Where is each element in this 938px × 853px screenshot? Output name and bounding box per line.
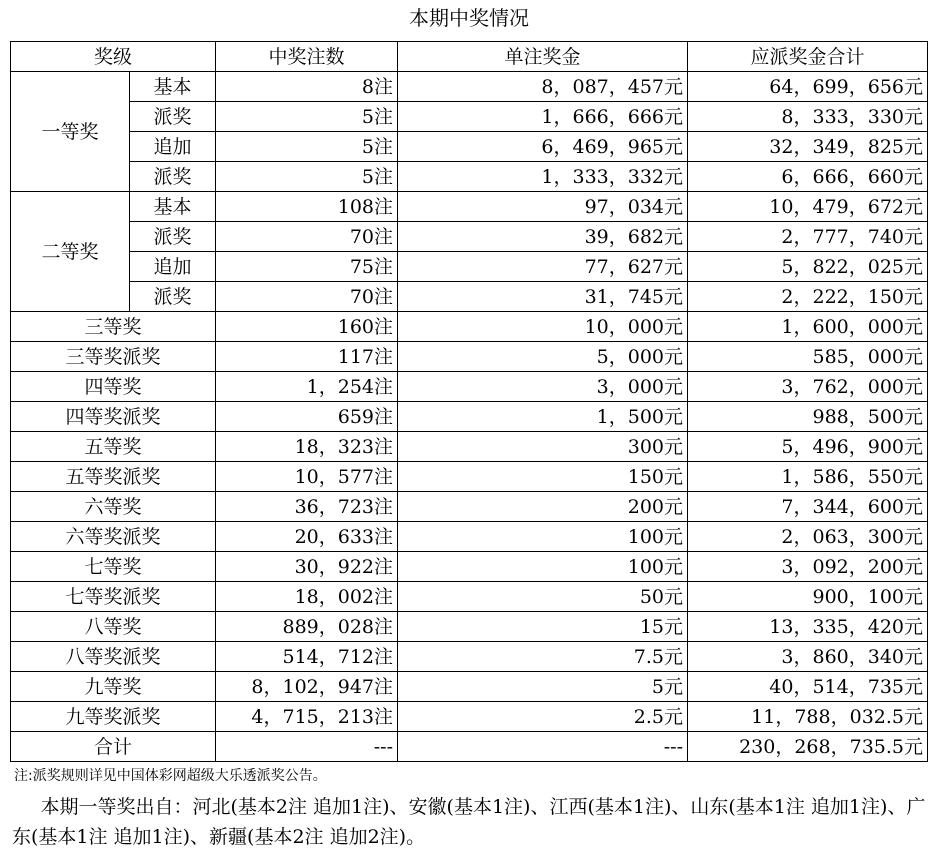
unit-prize: 200元 bbox=[398, 492, 688, 522]
page-title: 本期中奖情况 bbox=[409, 6, 529, 30]
unit-prize: 39，682元 bbox=[398, 222, 688, 252]
prize-level: 七等奖派奖 bbox=[11, 582, 216, 612]
table-header-row bbox=[11, 42, 928, 72]
win-count: 8注 bbox=[216, 72, 398, 102]
prize-level: 六等奖派奖 bbox=[11, 522, 216, 552]
win-count: 70注 bbox=[216, 222, 398, 252]
total-prize: 8，333，330元 bbox=[688, 102, 928, 132]
total-prize: 5，496，900元 bbox=[688, 432, 928, 462]
win-count: 30，922注 bbox=[216, 552, 398, 582]
total-prize: 7，344，600元 bbox=[688, 492, 928, 522]
first-prize-origin: 本期一等奖出自：河北(基本2注 追加1注)、安徽(基本1注)、江西(基本1注)、山东(基本1注 追加1注)、广东(基本1注 追加1注)、新疆(基本2注 追加2注)。 bbox=[12, 796, 926, 848]
table-row bbox=[11, 282, 928, 312]
win-count: 5注 bbox=[216, 162, 398, 192]
table-row bbox=[11, 192, 928, 222]
prize-level: 八等奖 bbox=[11, 612, 216, 642]
table-row bbox=[11, 552, 928, 582]
total-prize: 3，860，340元 bbox=[688, 642, 928, 672]
unit-prize: 2.5元 bbox=[398, 702, 688, 732]
win-count: 514，712注 bbox=[216, 642, 398, 672]
win-count: 4，715，213注 bbox=[216, 702, 398, 732]
unit-prize: 1，333，332元 bbox=[398, 162, 688, 192]
prize-level: 六等奖 bbox=[11, 492, 216, 522]
table-row bbox=[11, 252, 928, 282]
win-count: 1，254注 bbox=[216, 372, 398, 402]
group-label: 一等奖 bbox=[11, 72, 130, 192]
total-prize: 585，000元 bbox=[688, 342, 928, 372]
table-row bbox=[11, 372, 928, 402]
table-row bbox=[11, 162, 928, 192]
header-count: 中奖注数 bbox=[216, 42, 398, 72]
total-prize: 3，092，200元 bbox=[688, 552, 928, 582]
win-count: 889，028注 bbox=[216, 612, 398, 642]
total-label: 合计 bbox=[11, 732, 216, 762]
unit-prize: 150元 bbox=[398, 462, 688, 492]
total-prize: 40，514，735元 bbox=[688, 672, 928, 702]
win-count: 70注 bbox=[216, 282, 398, 312]
unit-prize: 7.5元 bbox=[398, 642, 688, 672]
win-count: 10，577注 bbox=[216, 462, 398, 492]
unit-prize: 97，034元 bbox=[398, 192, 688, 222]
unit-prize: 50元 bbox=[398, 582, 688, 612]
header-unit-prize: 单注奖金 bbox=[398, 42, 688, 72]
sub-level: 基本 bbox=[130, 192, 216, 222]
prize-level: 五等奖 bbox=[11, 432, 216, 462]
table-row bbox=[11, 402, 928, 432]
prize-level: 九等奖 bbox=[11, 672, 216, 702]
unit-prize: 10，000元 bbox=[398, 312, 688, 342]
footnote: 注:派奖规则详见中国体彩网超级大乐透派奖公告。 bbox=[14, 768, 327, 784]
win-count: 20，633注 bbox=[216, 522, 398, 552]
table-row bbox=[11, 492, 928, 522]
prize-level: 九等奖派奖 bbox=[11, 702, 216, 732]
prize-level: 三等奖 bbox=[11, 312, 216, 342]
unit-prize: 3，000元 bbox=[398, 372, 688, 402]
table-row bbox=[11, 672, 928, 702]
total-prize: 64，699，656元 bbox=[688, 72, 928, 102]
table-row bbox=[11, 522, 928, 552]
header-level: 奖级 bbox=[11, 42, 216, 72]
sub-level: 基本 bbox=[130, 72, 216, 102]
prize-level: 三等奖派奖 bbox=[11, 342, 216, 372]
table-row bbox=[11, 432, 928, 462]
total-prize: 1，586，550元 bbox=[688, 462, 928, 492]
unit-prize: 5元 bbox=[398, 672, 688, 702]
sub-level: 派奖 bbox=[130, 222, 216, 252]
win-count: 18，002注 bbox=[216, 582, 398, 612]
win-count: 18，323注 bbox=[216, 432, 398, 462]
total-prize: 2，063，300元 bbox=[688, 522, 928, 552]
unit-prize: 100元 bbox=[398, 522, 688, 552]
win-count: 36，723注 bbox=[216, 492, 398, 522]
prize-level: 五等奖派奖 bbox=[11, 462, 216, 492]
total-prize: 32，349，825元 bbox=[688, 132, 928, 162]
sub-level: 派奖 bbox=[130, 162, 216, 192]
total-count: --- bbox=[216, 732, 398, 762]
win-count: 160注 bbox=[216, 312, 398, 342]
total-prize: 10，479，672元 bbox=[688, 192, 928, 222]
win-count: 117注 bbox=[216, 342, 398, 372]
total-prize: 6，666，660元 bbox=[688, 162, 928, 192]
sub-level: 追加 bbox=[130, 132, 216, 162]
table-row bbox=[11, 342, 928, 372]
grand-total-prize: 230，268，735.5元 bbox=[688, 732, 928, 762]
prize-level: 四等奖 bbox=[11, 372, 216, 402]
win-count: 5注 bbox=[216, 102, 398, 132]
sub-level: 派奖 bbox=[130, 102, 216, 132]
total-prize: 1，600，000元 bbox=[688, 312, 928, 342]
header-total-prize: 应派奖金合计 bbox=[688, 42, 928, 72]
unit-prize: 15元 bbox=[398, 612, 688, 642]
sub-level: 派奖 bbox=[130, 282, 216, 312]
unit-prize: 77，627元 bbox=[398, 252, 688, 282]
unit-prize: 1，666，666元 bbox=[398, 102, 688, 132]
table-row bbox=[11, 582, 928, 612]
table-row bbox=[11, 222, 928, 252]
prize-level: 四等奖派奖 bbox=[11, 402, 216, 432]
prize-level: 七等奖 bbox=[11, 552, 216, 582]
unit-prize: 1，500元 bbox=[398, 402, 688, 432]
total-prize: 2，777，740元 bbox=[688, 222, 928, 252]
unit-prize: 100元 bbox=[398, 552, 688, 582]
prize-table bbox=[10, 41, 928, 762]
table-row bbox=[11, 462, 928, 492]
sub-level: 追加 bbox=[130, 252, 216, 282]
table-row bbox=[11, 72, 928, 102]
total-prize: 11，788，032.5元 bbox=[688, 702, 928, 732]
unit-prize: 6，469，965元 bbox=[398, 132, 688, 162]
table-row bbox=[11, 642, 928, 672]
win-count: 75注 bbox=[216, 252, 398, 282]
total-prize: 900，100元 bbox=[688, 582, 928, 612]
table-row bbox=[11, 102, 928, 132]
table-row bbox=[11, 612, 928, 642]
group-label: 二等奖 bbox=[11, 192, 130, 312]
table-row bbox=[11, 702, 928, 732]
win-count: 659注 bbox=[216, 402, 398, 432]
table-row bbox=[11, 312, 928, 342]
win-count: 108注 bbox=[216, 192, 398, 222]
unit-prize: 300元 bbox=[398, 432, 688, 462]
total-row bbox=[11, 732, 928, 762]
win-count: 8，102，947注 bbox=[216, 672, 398, 702]
total-prize: 2，222，150元 bbox=[688, 282, 928, 312]
unit-prize: 31，745元 bbox=[398, 282, 688, 312]
total-prize: 988，500元 bbox=[688, 402, 928, 432]
table-row bbox=[11, 132, 928, 162]
prize-level: 八等奖派奖 bbox=[11, 642, 216, 672]
total-prize: 5，822，025元 bbox=[688, 252, 928, 282]
total-unit-prize: --- bbox=[398, 732, 688, 762]
total-prize: 13，335，420元 bbox=[688, 612, 928, 642]
total-prize: 3，762，000元 bbox=[688, 372, 928, 402]
unit-prize: 8，087，457元 bbox=[398, 72, 688, 102]
win-count: 5注 bbox=[216, 132, 398, 162]
unit-prize: 5，000元 bbox=[398, 342, 688, 372]
